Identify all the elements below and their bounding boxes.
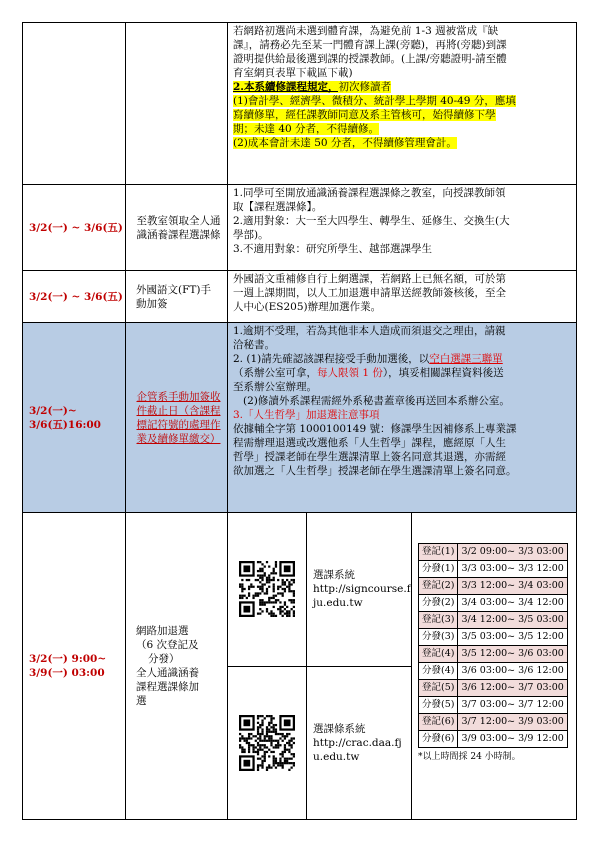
qr-column xyxy=(228,513,412,819)
qr-code-box xyxy=(228,513,307,666)
text-line: 2. (1)請先確認該課程接受手動加選後，以空白選課三聯單 xyxy=(233,353,503,365)
schedule-row xyxy=(419,595,568,612)
table-row xyxy=(23,323,577,513)
schedule-row xyxy=(419,612,568,629)
rule-heading: 2.本系續修課程規定，初次修讀者 xyxy=(233,81,391,93)
text-line: 若網路初選尚未選到體育課，為避免前 1-3 週被當成『缺 xyxy=(233,25,499,37)
content-cell xyxy=(228,185,577,271)
phase-time: 3/4 12:00~ 3/5 03:00 xyxy=(458,612,567,629)
phase-label: 分發(5) xyxy=(419,697,458,714)
date-cell xyxy=(23,513,126,820)
phase-label: 登記(2) xyxy=(419,578,458,595)
item-cell: 企管系手動加簽收件截止日（含課程標記符號的處理作業及續修單繳交） xyxy=(126,323,228,513)
phase-label: 登記(1) xyxy=(419,544,458,561)
schedule-row xyxy=(419,544,568,561)
schedule-row xyxy=(419,663,568,680)
text-line: 育室網頁表單下載區下載) xyxy=(233,67,353,79)
phase-label: 分發(6) xyxy=(419,731,458,748)
schedule-row xyxy=(419,697,568,714)
date-cell: 3/2(一) ~ 3/6(五) xyxy=(23,271,126,323)
text-line: 證明提供給最後選到課的授課教師。(上課/旁聽證明-請至體 xyxy=(233,53,507,65)
phase-time: 3/5 12:00~ 3/6 03:00 xyxy=(458,646,567,663)
content-cell xyxy=(228,23,577,185)
schedule-row xyxy=(419,578,568,595)
item-line: （6 次登記及 xyxy=(136,639,199,651)
phase-time: 3/7 03:00~ 3/7 12:00 xyxy=(458,697,567,714)
text-line: （系辦公室可拿，每人限領 1 份），填妥相關課程資料後送 xyxy=(233,367,504,379)
phase-label: 分發(4) xyxy=(419,663,458,680)
phase-label: 登記(4) xyxy=(419,646,458,663)
phase-label: 分發(3) xyxy=(419,629,458,646)
text-line: 程需辦理退選或改選他系「人生哲學」課程，應經原「人生 xyxy=(233,437,506,449)
phase-label: 分發(1) xyxy=(419,561,458,578)
text-line: 寫續修單，經任課教師同意及系主管核可，始得續修下學 xyxy=(233,109,496,121)
table-row xyxy=(23,513,577,820)
date-line: 3/2(一)~ xyxy=(29,404,77,417)
system-name: 選課系統 xyxy=(313,569,355,582)
text-line: (2)修讀外系課程需經外系秘書蓋章後再送回本系辦公室。 xyxy=(243,395,510,407)
system-url-link[interactable]: http://crac.daa.fju.edu.tw xyxy=(313,736,402,763)
phase-time: 3/6 12:00~ 3/7 03:00 xyxy=(458,680,567,697)
table-row xyxy=(23,23,577,185)
text-line: (1)會計學、經濟學、微積分、統計學上學期 40-49 分，應填 xyxy=(233,95,516,107)
text-line: 外國語文重補修自行上網選課，若網路上已無名額，可於第 xyxy=(233,273,506,285)
text-line: 3.不適用對象：研究所學生、越部選課學生 xyxy=(233,243,433,255)
item-cell: 外國語文(FT)手動加簽 xyxy=(126,271,228,323)
date-line: 3/9(一) 03:00 xyxy=(29,667,105,679)
text-line: 欲加選之「人生哲學」授課老師在學生選課清單上簽名同意。 xyxy=(233,465,517,477)
phase-time: 3/3 12:00~ 3/4 03:00 xyxy=(458,578,567,595)
text-line: 取【課程選課條】。 xyxy=(233,201,323,213)
date-line: 3/2(一) 9:00~ xyxy=(29,653,107,665)
system-info xyxy=(307,513,411,666)
item-cell xyxy=(126,513,228,820)
schedule-row xyxy=(419,680,568,697)
system-info xyxy=(307,667,411,820)
text-line: 人中心(ES205)辦理加選作業。 xyxy=(233,301,382,313)
qr-code-box xyxy=(228,667,307,820)
item-line: 分發） xyxy=(148,653,180,665)
phase-label: 登記(6) xyxy=(419,714,458,731)
text-line: 1.同學可至開放通識涵養課程選課條之教室，向授課教師領 xyxy=(233,187,506,199)
schedule-column xyxy=(412,513,576,819)
text-line: 2.適用對象：大一至大四學生、轉學生、延修生、交換生(大 xyxy=(233,215,510,227)
text-line: (2)成本會計未達 50 分者，不得續修管理會計。 xyxy=(233,137,457,149)
phase-time: 3/4 03:00~ 3/4 12:00 xyxy=(458,595,567,612)
phase-time: 3/7 12:00~ 3/9 03:00 xyxy=(458,714,567,731)
item-cell: 至教室領取全人通識涵養課程選課條 xyxy=(126,185,228,271)
table-row xyxy=(23,271,577,323)
text-line: 洽秘書。 xyxy=(233,339,275,351)
system-entry xyxy=(228,666,411,820)
schedule-row xyxy=(419,646,568,663)
item-line: 全人通識涵養 xyxy=(136,667,199,679)
phase-time: 3/5 03:00~ 3/5 12:00 xyxy=(458,629,567,646)
schedule-row xyxy=(419,561,568,578)
phase-label: 登記(3) xyxy=(419,612,458,629)
qr-code-icon[interactable] xyxy=(239,561,295,617)
schedule-row xyxy=(419,629,568,646)
table-row xyxy=(23,185,577,271)
item-line: 網路加退選 xyxy=(136,625,189,637)
text-line: 課』，請務必先至某一門體育課上課(旁聽)，再將(旁聽)到課 xyxy=(233,39,507,51)
phase-time: 3/6 03:00~ 3/6 12:00 xyxy=(458,663,567,680)
item-line: 課程選課條加 xyxy=(136,681,199,693)
date-line: 3/6(五)16:00 xyxy=(29,418,101,431)
system-url-link[interactable]: http://signcourse.fju.edu.tw xyxy=(313,583,411,610)
content-cell xyxy=(228,323,577,513)
text-line: 一週上課期間，以人工加退選申請單送經教師簽核後，至全 xyxy=(233,287,506,299)
system-entry xyxy=(228,513,411,666)
schedule-table xyxy=(418,543,568,748)
date-cell xyxy=(23,323,126,513)
schedule-row xyxy=(419,714,568,731)
phase-label: 登記(5) xyxy=(419,680,458,697)
text-line: 依據輔全字第 1000100149 號：修課學生因補修系上專業課 xyxy=(233,423,517,435)
text-line: 學部)。 xyxy=(233,229,269,241)
item-line: 選 xyxy=(136,695,147,707)
qr-code-icon[interactable] xyxy=(239,715,295,771)
text-line: 1.逾期不受理，若為其他非本人造成而須退交之理由，請親 xyxy=(233,325,506,337)
phase-time: 3/3 03:00~ 3/3 12:00 xyxy=(458,561,567,578)
text-line: 哲學」授課老師在學生選課清單上簽名同意其退選，亦需經 xyxy=(233,451,506,463)
text-line: 3.「人生哲學」加退選注意事項 xyxy=(233,409,380,421)
phase-time: 3/2 09:00~ 3/3 03:00 xyxy=(458,544,567,561)
phase-label: 分發(2) xyxy=(419,595,458,612)
online-selection-panel xyxy=(228,513,576,819)
date-cell xyxy=(23,23,126,185)
system-name: 選課條系統 xyxy=(313,722,366,735)
text-line: 期；未達 40 分者，不得續修。 xyxy=(233,123,380,135)
content-cell xyxy=(228,271,577,323)
date-cell: 3/2(一) ~ 3/6(五) xyxy=(23,185,126,271)
content-cell xyxy=(228,513,577,820)
text-line: 至系辦公室辦理。 xyxy=(233,381,317,393)
schedule-row xyxy=(419,731,568,748)
phase-time: 3/9 03:00~ 3/9 12:00 xyxy=(458,731,567,748)
course-selection-table xyxy=(22,22,577,820)
schedule-note: *以上時間採 24 小時制。 xyxy=(418,752,521,762)
item-cell xyxy=(126,23,228,185)
